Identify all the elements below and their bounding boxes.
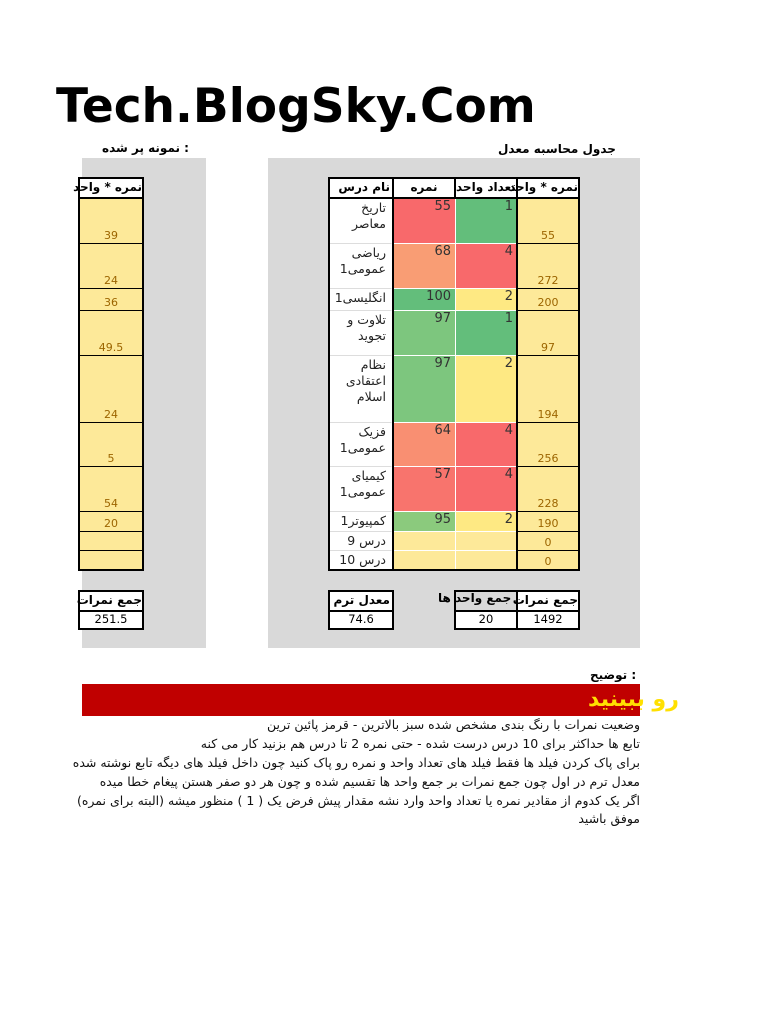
sample-product-cell (80, 356, 142, 423)
units-cell[interactable]: 2 (456, 289, 518, 311)
note-line-6: موفق باشید (578, 811, 640, 826)
grade-cell[interactable]: 57 (394, 467, 456, 512)
sample-table-title: : نمونه پر شده (102, 141, 189, 155)
product-value: 0 (544, 555, 552, 568)
grade-cell[interactable]: 95 (394, 512, 456, 532)
product-cell (518, 532, 578, 551)
product-cell (518, 551, 578, 570)
sample-product-value: 36 (104, 296, 118, 309)
main-table-title: جدول محاسبه معدل (498, 142, 616, 156)
sample-sum-label: جمع نمرات (78, 590, 144, 612)
sample-product-cell (80, 512, 142, 532)
course-name-cell[interactable]: انگلیسی1 (330, 289, 392, 311)
product-cell (518, 423, 578, 467)
units-cell[interactable]: 2 (456, 512, 518, 532)
grade-cell[interactable]: 55 (394, 199, 456, 244)
grade-cell[interactable] (394, 532, 456, 551)
units-sum-label: جمع واحد ها (438, 591, 512, 605)
sample-product-value: 24 (104, 408, 118, 421)
avg-label: معدل ترم (328, 590, 394, 612)
sample-product-value: 39 (104, 229, 118, 242)
sample-product-cell (80, 467, 142, 512)
notes-banner-text: رو ببینید (588, 687, 679, 712)
product-value: 228 (537, 497, 559, 510)
units-cell[interactable]: 1 (456, 311, 518, 356)
sample-product-cell (80, 199, 142, 244)
grades-sum-value: 1492 (516, 610, 580, 630)
notes-banner (82, 684, 640, 716)
units-cell[interactable] (456, 551, 518, 570)
product-cell (518, 356, 578, 423)
sample-product-value: 5 (107, 452, 115, 465)
note-line-1: وضعیت نمرات با رنگ بندی مشخص شده سبز بالاترین - قرمز پائین ترین (267, 717, 640, 732)
col-header-units: تعداد واحد (454, 177, 518, 199)
course-name-cell[interactable]: کمپیوتر1 (330, 512, 392, 532)
sample-product-value: 24 (104, 274, 118, 287)
course-name-cell[interactable]: تلاوت و تجوید (330, 311, 392, 356)
units-cell[interactable]: 4 (456, 467, 518, 512)
sample-product-cell (80, 551, 142, 570)
sample-product-value: 54 (104, 497, 118, 510)
product-cell (518, 199, 578, 244)
grade-cell[interactable]: 68 (394, 244, 456, 289)
product-cell (518, 289, 578, 311)
sample-product-cell (80, 532, 142, 551)
col-header-grade-x-units: نمره * واحد (516, 177, 580, 199)
course-name-cell[interactable]: فزیک عمومی1 (330, 423, 392, 467)
sample-product-cell (80, 423, 142, 467)
grade-cell[interactable] (394, 551, 456, 570)
product-value: 256 (537, 452, 559, 465)
sample-col-header-grade-x-units: نمره * واحد (78, 177, 144, 199)
col-header-course-name: نام درس (328, 177, 394, 199)
grade-cell[interactable]: 64 (394, 423, 456, 467)
units-cell[interactable] (456, 532, 518, 551)
units-cell[interactable]: 4 (456, 244, 518, 289)
table-bottom-line (328, 569, 580, 571)
grades-sum-label: جمع نمرات (516, 590, 580, 612)
product-value: 190 (537, 517, 559, 530)
col-header-grade: نمره (392, 177, 456, 199)
site-title: Tech.BlogSky.Com (56, 79, 536, 134)
course-name-cell[interactable]: نظام اعتقادی اسلام (330, 356, 392, 423)
grade-cell[interactable]: 97 (394, 356, 456, 423)
product-value: 0 (544, 536, 552, 549)
product-cell (518, 244, 578, 289)
grade-cell[interactable]: 100 (394, 289, 456, 311)
note-line-4: معدل ترم در اول چون جمع نمرات بر جمع واحد ها تقسیم شده و چون هر دو صفر هستن پیغام خطا میده (99, 774, 640, 789)
sample-product-value: 20 (104, 517, 118, 530)
course-name-cell[interactable]: درس 10 (330, 551, 392, 570)
sample-product-cell (80, 311, 142, 356)
product-value: 200 (537, 296, 559, 309)
units-cell[interactable]: 2 (456, 356, 518, 423)
course-name-cell[interactable]: درس 9 (330, 532, 392, 551)
units-sum-value: 20 (454, 610, 518, 630)
course-name-cell[interactable]: ریاضی عمومی1 (330, 244, 392, 289)
sample-sum-value: 251.5 (78, 610, 144, 630)
sample-product-cell (80, 244, 142, 289)
grade-cell[interactable]: 97 (394, 311, 456, 356)
sheet-viewport (56, 0, 768, 1024)
product-value: 55 (541, 229, 555, 242)
product-cell (518, 467, 578, 512)
sample-product-cell (80, 289, 142, 311)
units-cell[interactable]: 1 (456, 199, 518, 244)
sample-bottom-line (78, 569, 144, 571)
course-name-cell[interactable]: کیمیای عمومی1 (330, 467, 392, 512)
notes-heading: : توضیح (590, 668, 637, 682)
note-line-3: برای پاک کردن فیلد ها فقط فیلد های تعداد واحد و نمره رو پاک کنید چون داخل فیلد های دیگه تابع نوشته شده (72, 755, 640, 770)
product-value: 97 (541, 341, 555, 354)
sample-product-value: 49.5 (98, 341, 124, 354)
note-line-2: تابع ها حداکثر برای 10 درس درست شده - حتی نمره 2 تا درس هم بزنید کار می کنه (200, 736, 640, 751)
note-line-5: اگر یک کدوم از مقادیر نمره یا تعداد واحد وارد نشه مقدار پیش فرض یک ( 1 ) منظور میشه (البته برای نمره) (76, 793, 640, 808)
product-cell (518, 311, 578, 356)
product-value: 272 (537, 274, 559, 287)
units-cell[interactable]: 4 (456, 423, 518, 467)
course-name-cell[interactable]: تاریخ معاصر (330, 199, 392, 244)
product-value: 194 (537, 408, 559, 421)
avg-value: 74.6 (328, 610, 394, 630)
product-cell (518, 512, 578, 532)
